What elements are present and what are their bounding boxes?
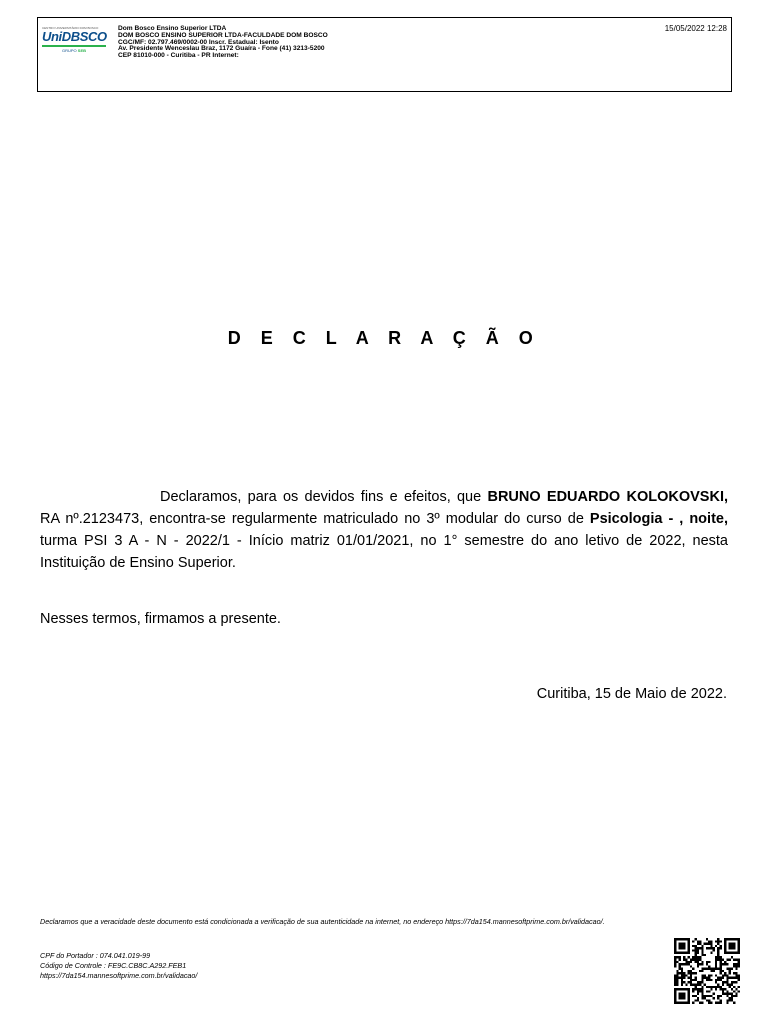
logo-wordmark-main: DBSCO	[61, 29, 107, 44]
logo-group	[42, 48, 106, 53]
cep-city: CEP 81010-000 - Curitiba - PR Internet:	[118, 52, 239, 60]
holder-cpf: CPF do Portador : 074.041.019-99	[40, 951, 151, 960]
footer-info	[40, 951, 197, 981]
logo-underline	[42, 45, 106, 47]
student-name: BRUNO EDUARDO KOLOKOVSKI,	[487, 489, 728, 505]
letterhead-info	[118, 26, 328, 60]
qr-code-icon	[674, 938, 740, 1004]
validation-url[interactable]: https://7da154.mannesoftprime.com.br/validacao/	[40, 971, 198, 980]
para-text-1: Declaramos, para os devidos fins e efeitos, que	[160, 489, 488, 505]
logo-group-prefix: GRUPO	[61, 48, 77, 53]
para-text-2: RA nº.2123473, encontra-se regularmente matriculado no 3º modular do curso de	[40, 511, 590, 527]
issue-datetime: 15/05/2022 12:28	[664, 24, 727, 33]
address: Av. Presidente Wenceslau Braz, 1172 Guaíra - Fone (41) 3213-5200	[118, 45, 325, 53]
company-name: Dom Bosco Ensino Superior LTDA	[118, 25, 227, 32]
legal-name: DOM BOSCO ENSINO SUPERIOR LTDA-FACULDADE DOM BOSCO	[118, 31, 328, 39]
verification-disclaimer: Declaramos que a veracidade deste documento está condicionada a verificação de sua autenticidade na internet, no endereço https://7da154.mannesoftprime.com.br/validacao/.	[40, 917, 605, 926]
letterhead	[37, 17, 732, 92]
closing-line: Nesses termos, firmamos a presente.	[40, 611, 281, 627]
logo-group-number: SEB	[77, 48, 87, 53]
logo-wordmark-prefix: Uni	[42, 29, 62, 44]
place-date: Curitiba, 15 de Maio de 2022.	[536, 686, 727, 702]
course-name: Psicologia - , noite,	[589, 511, 728, 527]
document-title: D E C L A R A Ç Ã O	[227, 328, 541, 348]
tax-ids: CGC/MF: 02.797.469/0002-00 Inscr. Estadual: Isento	[118, 38, 279, 46]
unidbsco-logo	[42, 26, 110, 60]
logo-wordmark	[42, 30, 110, 44]
logo-tagline: CENTRO UNIVERSITÁRIO DOM BOSCO	[42, 26, 99, 30]
para-text-3: turma PSI 3 A - N - 2022/1 - Início matriz 01/01/2021, no 1° semestre do ano letivo de 2022, nesta Instituição de Ensino Superior.	[40, 533, 728, 571]
declaration-paragraph	[40, 486, 728, 574]
control-code: Código de Controle : FE9C.CB8C.A292.FEB1	[40, 961, 187, 970]
